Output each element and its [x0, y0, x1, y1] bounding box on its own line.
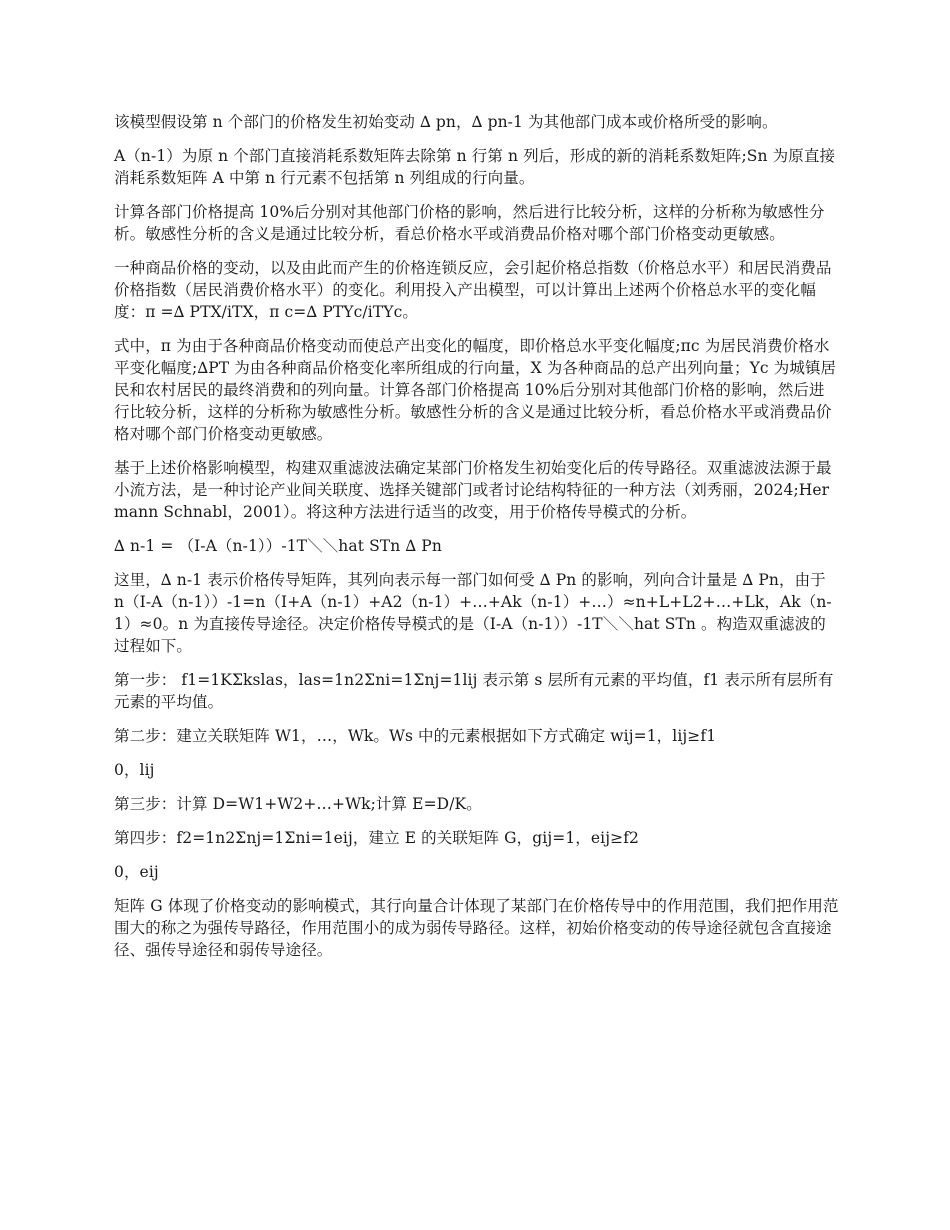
paragraph-step-two: 第二步：建立关联矩阵 W1，…，Wk。Ws 中的元素根据如下方式确定 wij=1，lij≥f1 — [114, 727, 717, 745]
document-body — [114, 111, 840, 973]
paragraph-consumption-matrix: A（n-1）为原 n 个部门直接消耗系数矩阵去除第 n 行第 n 列后，形成的新的消耗系数矩阵;Sn 为原直接消耗系数矩阵 A 中第 n 行元素不包括第 n 列组成的行向量。 — [114, 147, 836, 187]
paragraph-transmission-matrix: 这里，∆ n-1 表示价格传导矩阵，其列向表示每一部门如何受 ∆ Pn 的影响，列向合计量是 ∆ Pn，由于 n（I-A（n-1））-1=n（I+A（n-1）+A2（n-1）+…+Ak（n-1）+…）≈n+L+L2+…+Lk，Ak（n-1）≈0。n 为直接传导途径。决定价格传导模式的是（I-A（n-1））-1T＼＼hat STn 。构造双重滤波的过程如下。 — [114, 571, 832, 655]
paragraph-step-four-case: 0，eij — [114, 863, 159, 881]
paragraph-model-assumption: 该模型假设第 n 个部门的价格发生初始变动 ∆ pn，∆ pn-1 为其他部门成本或价格所受的影响。 — [114, 113, 778, 131]
paragraph-step-three: 第三步：计算 D=W1+W2+…+Wk;计算 E=D/K。 — [114, 795, 482, 813]
paragraph-conclusion: 矩阵 G 体现了价格变动的影响模式，其行向量合计体现了某部门在价格传导中的作用范围，我们把作用范围大的称之为强传导路径，作用范围小的成为弱传导路径。这样，初始价格变动的传导途径就包含直接途径、强传导途径和弱传导途径。 — [114, 897, 839, 959]
paragraph-transmission-formula: ∆ n-1 = （I-A（n-1））-1T＼＼hat STn ∆ Pn — [114, 537, 442, 555]
paragraph-step-one: 第一步： f1=1KΣkslas，las=1n2Σni=1Σnj=1lij 表示第 s 层所有元素的平均值，f1 表示所有层所有元素的平均值。 — [114, 671, 834, 711]
paragraph-sensitivity-analysis: 计算各部门价格提高 10%后分别对其他部门价格的影响，然后进行比较分析，这样的分析称为敏感性分析。敏感性分析的含义是通过比较分析，看总价格水平或消费品价格对哪个部门价格变动更敏感。 — [114, 203, 825, 243]
paragraph-price-index: 一种商品价格的变动，以及由此而产生的价格连锁反应，会引起价格总指数（价格总水平）和居民消费品价格指数（居民消费价格水平）的变化。利用投入产出模型，可以计算出上述两个价格总水平的变化幅度：π =∆ PTX/iTX，π c=∆ PTYc/iTYc。 — [114, 259, 832, 321]
paragraph-step-four: 第四步：f2=1n2Σnj=1Σni=1eij，建立 E 的关联矩阵 G，gij=1，eij≥f2 — [114, 829, 640, 847]
paragraph-formula-explanation: 式中，π 为由于各种商品价格变动而使总产出变化的幅度，即价格总水平变化幅度;πc 为居民消费价格水平变化幅度;∆PT 为由各种商品价格变化率所组成的行向量，X 为各种商品的总产出列向量；Yc 为城镇居民和农村居民的最终消费和的列向量。计算各部门价格提高 10%后分别对其他部门价格的影响，然后进行比较分析，这样的分析称为敏感性分析。敏感性分析的含义是通过比较分析，看总价格水平或消费品价格对哪个部门价格变动更敏感。 — [114, 337, 837, 443]
paragraph-step-two-case: 0，lij — [114, 761, 155, 779]
paragraph-double-filter-method: 基于上述价格影响模型，构建双重滤波法确定某部门价格发生初始变化后的传导路径。双重滤波法源于最小流方法，是一种讨论产业间关联度、选择关键部门或者讨论结构特征的一种方法（刘秀丽，2024;Hermann Schnabl，2001）。将这种方法进行适当的改变，用于价格传导模式的分析。 — [114, 459, 832, 521]
